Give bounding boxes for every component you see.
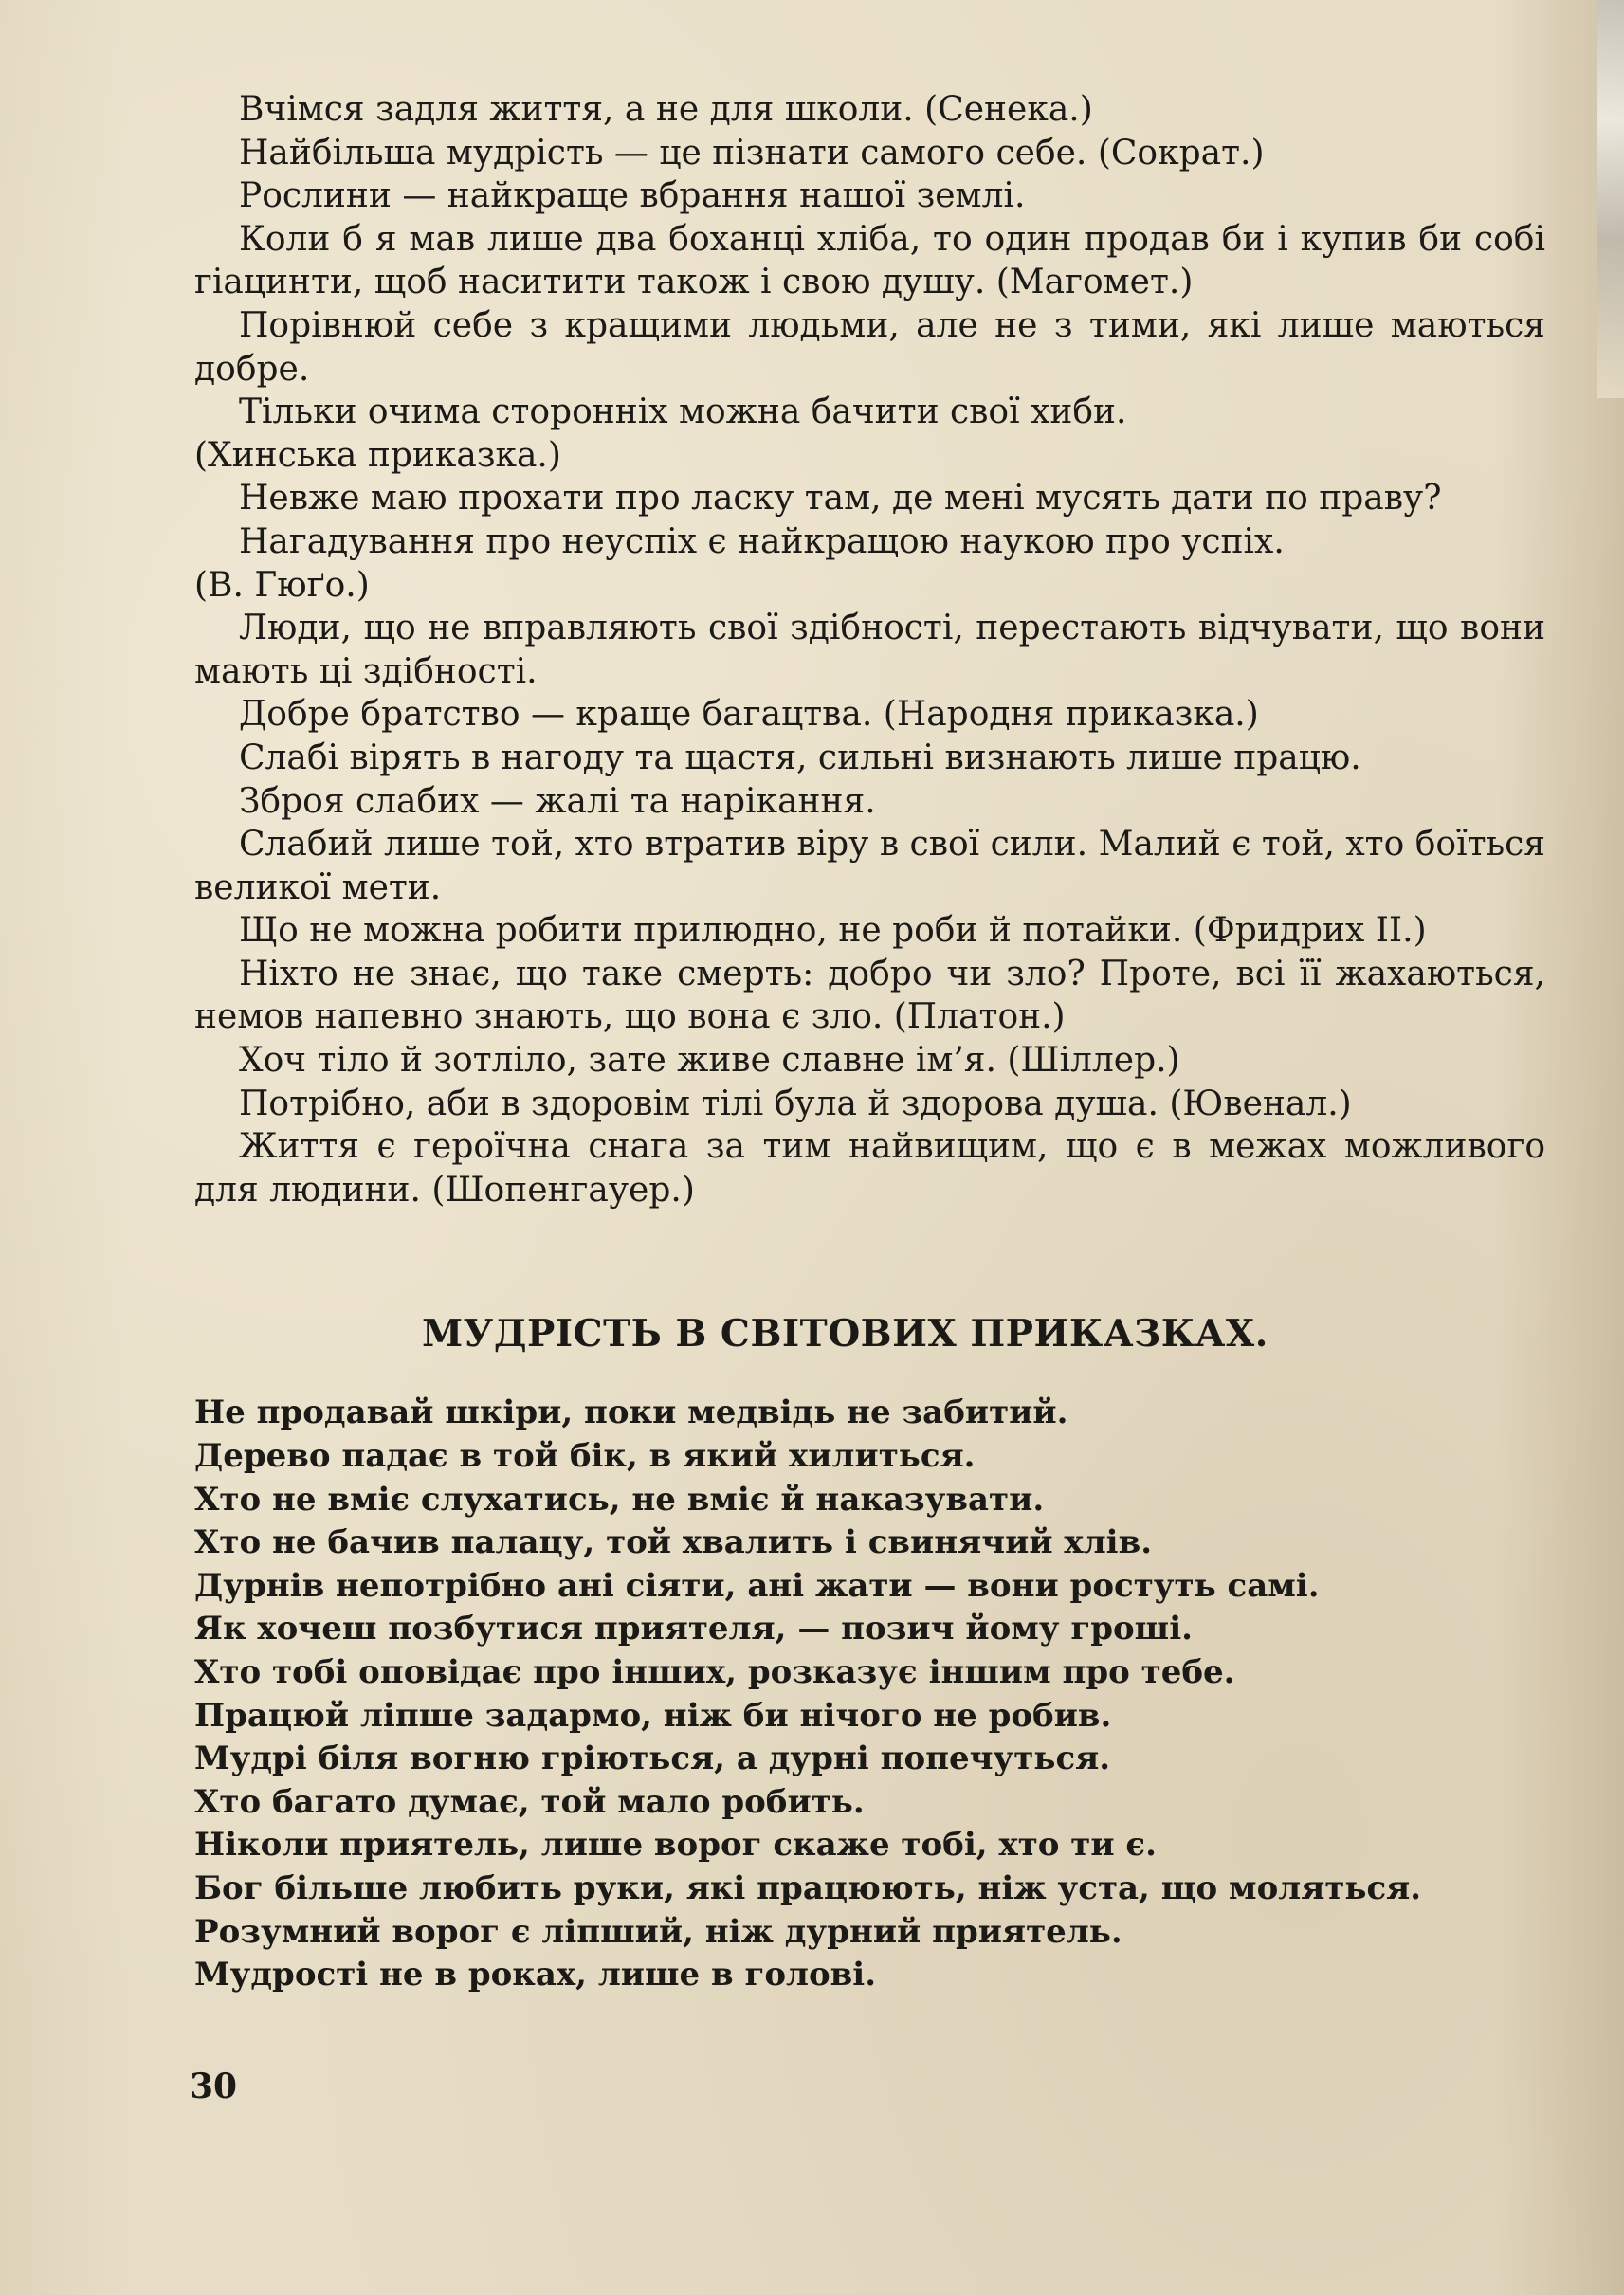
quote-text: Слабі вірять в нагоду та щастя, сильні визнають лише працю. [239, 738, 1361, 777]
proverb-line: Ніколи приятель, лише ворог скаже тобі, хто ти є. [194, 1826, 1157, 1865]
proverb-line: Мудрі біля вогню гріються, а дурні попечуться. [194, 1739, 1111, 1778]
quote-paragraph [194, 218, 1545, 304]
proverb-line: Бог більше любить руки, які працюють, ніж уста, що моляться. [194, 1868, 1422, 1907]
section-gap [194, 1211, 1545, 1308]
quote-paragraph [194, 909, 1545, 953]
quote-text: Порівнюй себе з кращими людьми, але не з тими, які лише маються добре. [194, 305, 1545, 389]
quote-paragraph [194, 780, 1545, 824]
proverb-line: Дурнів непотрібно ані сіяти, ані жати — вони ростуть самі. [194, 1566, 1320, 1605]
quote-paragraph [194, 391, 1545, 477]
proverb-line: Хто не бачив палацу, той хвалить і свинячий хлів. [194, 1523, 1153, 1562]
quote-text: Зброя слабих — жалі та нарікання. [239, 781, 876, 821]
quote-text: Вчімся задля життя, а не для школи. (Сенека.) [239, 90, 1093, 129]
quote-paragraph [194, 1083, 1545, 1126]
quote-text: Хоч тіло й зотліло, зате живе славне ім’я. (Шіллер.) [239, 1041, 1180, 1081]
quote-text: Тільки очима сторонніх можна бачити свої хиби. [239, 392, 1127, 432]
quote-paragraph [194, 174, 1545, 218]
quote-text: Коли б я мав лише два боханці хліба, то один продав би і купив би собі гіацинти, щоб наситити також і свою душу. (Магомет.) [194, 219, 1545, 302]
quote-text: Потрібно, аби в здоровім тілі була й здорова душа. (Ювенал.) [239, 1084, 1352, 1123]
proverb-line: Хто не вміє слухатись, не вміє й наказувати. [194, 1480, 1045, 1519]
quote-paragraph [194, 88, 1545, 132]
quote-text: Невже маю прохати про ласку там, де мені мусять дати по праву? [239, 479, 1442, 519]
quote-text: Життя є героїчна снага за тим найвищим, що є в межах можливого для людини. (Шопенгауер.) [194, 1127, 1545, 1210]
page-body [194, 88, 1545, 1997]
proverb-line: Працюй ліпше задармо, ніж би нічого не робив. [194, 1696, 1112, 1735]
proverb-line: Не продавай шкіри, поки медвідь не забитий. [194, 1393, 1068, 1432]
proverbs-list [194, 1392, 1545, 1996]
quote-paragraph [194, 823, 1545, 909]
quote-text: Найбільша мудрість — це пізнати самого себе. (Сократ.) [239, 133, 1265, 173]
proverb-line: Мудрості не в роках, лише в голові. [194, 1956, 877, 1994]
quote-text: Рослини — найкраще вбрання нашої землі. [239, 176, 1026, 216]
proverb-line: Хто багато думає, той мало робить. [194, 1782, 865, 1821]
torn-page-edge [1597, 0, 1624, 398]
proverb-line: Дерево падає в той бік, в який хилиться. [194, 1437, 976, 1476]
quote-text: Що не можна робити прилюдно, не роби й потайки. (Фридрих II.) [239, 911, 1427, 951]
quote-text: Люди, що не вправляють свої здібності, перестають відчувати, що вони мають ці здібності. [194, 609, 1545, 691]
quote-paragraph [194, 607, 1545, 693]
section-heading: МУДРІСТЬ В СВІТОВИХ ПРИКАЗКАХ. [422, 1312, 1268, 1357]
quote-text: Слабий лише той, хто втратив віру в свої сили. Малий є той, хто боїться великої мети. [194, 825, 1545, 907]
quote-text: Нагадування про неуспіх є найкращою наукою про успіх. [239, 521, 1285, 561]
quote-source: (Хинська приказка.) [194, 435, 561, 475]
quote-paragraph [194, 304, 1545, 391]
quotes-block [194, 88, 1545, 1211]
quote-paragraph [194, 693, 1545, 737]
quote-paragraph [194, 520, 1545, 607]
quote-paragraph [194, 132, 1545, 175]
proverb-line: Хто тобі оповідає про інших, розказує іншим про тебе. [194, 1653, 1235, 1691]
page-number: 30 [190, 2067, 238, 2106]
quote-paragraph [194, 953, 1545, 1039]
quote-source: (В. Гюґо.) [194, 565, 370, 605]
quote-paragraph [194, 477, 1545, 520]
quote-paragraph [194, 1125, 1545, 1211]
quote-paragraph [194, 737, 1545, 780]
quote-text: Ніхто не знає, що таке смерть: добро чи зло? Проте, всі її жахаються, немов напевно знають, що вона є зло. (Платон.) [194, 954, 1545, 1037]
proverb-line: Як хочеш позбутися приятеля, — позич йому гроші. [194, 1610, 1193, 1648]
proverb-line: Розумний ворог є ліпший, ніж дурний приятель. [194, 1912, 1122, 1951]
quote-paragraph [194, 1039, 1545, 1083]
quote-text: Добре братство — краще багацтва. (Народня приказка.) [239, 695, 1259, 735]
heading-gap [194, 1359, 1545, 1392]
